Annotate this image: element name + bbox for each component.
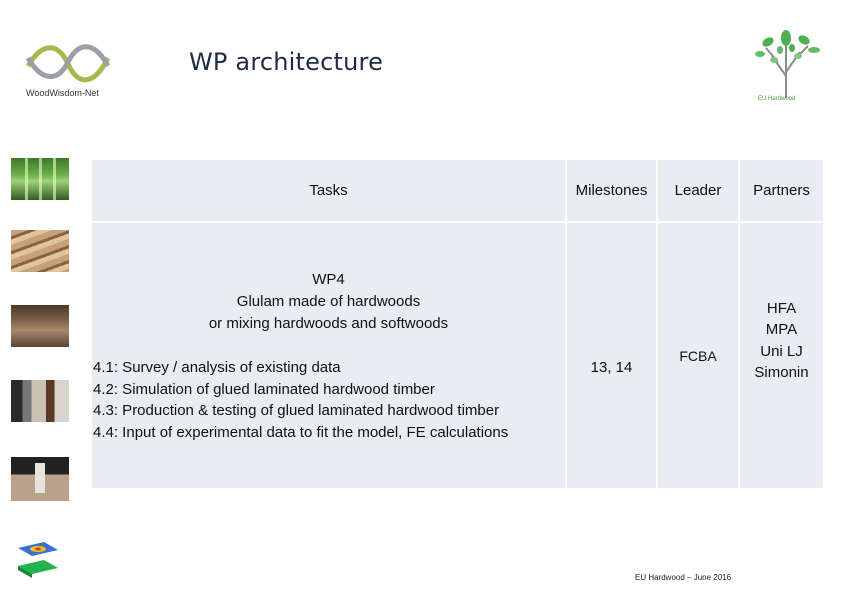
partners-cell xyxy=(740,223,823,488)
wp-table xyxy=(92,160,821,489)
task-item: 4.3: Production & testing of glued laminated hardwood timber xyxy=(93,402,500,420)
tasks-cell xyxy=(92,223,565,488)
wp-description xyxy=(92,269,565,335)
fe-model-render xyxy=(14,540,60,580)
timber-beam-photo xyxy=(11,305,69,347)
task-item: 4.4: Input of experimental data to fit the model, FE calculations xyxy=(93,424,509,442)
header-milestones: Milestones xyxy=(567,160,656,221)
wp-desc-line2: or mixing hardwoods and softwoods xyxy=(208,315,449,332)
task-list xyxy=(93,357,508,444)
header-leader: Leader xyxy=(658,160,738,221)
eu-hardwood-logo-text: EU Hardwood xyxy=(758,96,796,102)
slide-title: WP architecture xyxy=(189,48,384,76)
partner-item: Simonin xyxy=(754,364,809,381)
footer-text: EU Hardwood – June 2016 xyxy=(635,573,732,582)
eu-hardwood-tree-logo xyxy=(748,26,824,106)
milestones-cell xyxy=(567,223,656,488)
wp-desc-line1: Glulam made of hardwoods xyxy=(236,293,421,310)
woodwisdom-logo-text: WoodWisdom-Net xyxy=(26,88,99,98)
workshop-photo xyxy=(11,380,69,422)
leader-value: FCBA xyxy=(679,347,717,364)
partner-item: MPA xyxy=(765,321,798,338)
header-tasks: Tasks xyxy=(92,160,565,221)
partner-item: HFA xyxy=(766,299,797,317)
leader-cell xyxy=(658,223,738,488)
header-partners: Partners xyxy=(740,160,823,221)
forest-photo xyxy=(11,158,69,200)
milestones-value: 13, 14 xyxy=(590,359,633,376)
partner-item: Uni LJ xyxy=(760,342,803,360)
wp-title: WP4 xyxy=(312,271,345,288)
log-pile-photo xyxy=(11,230,69,272)
task-item: 4.2: Simulation of glued laminated hardwood timber xyxy=(93,380,435,398)
test-rig-photo xyxy=(11,457,69,501)
task-item: 4.1: Survey / analysis of existing data xyxy=(93,359,341,376)
